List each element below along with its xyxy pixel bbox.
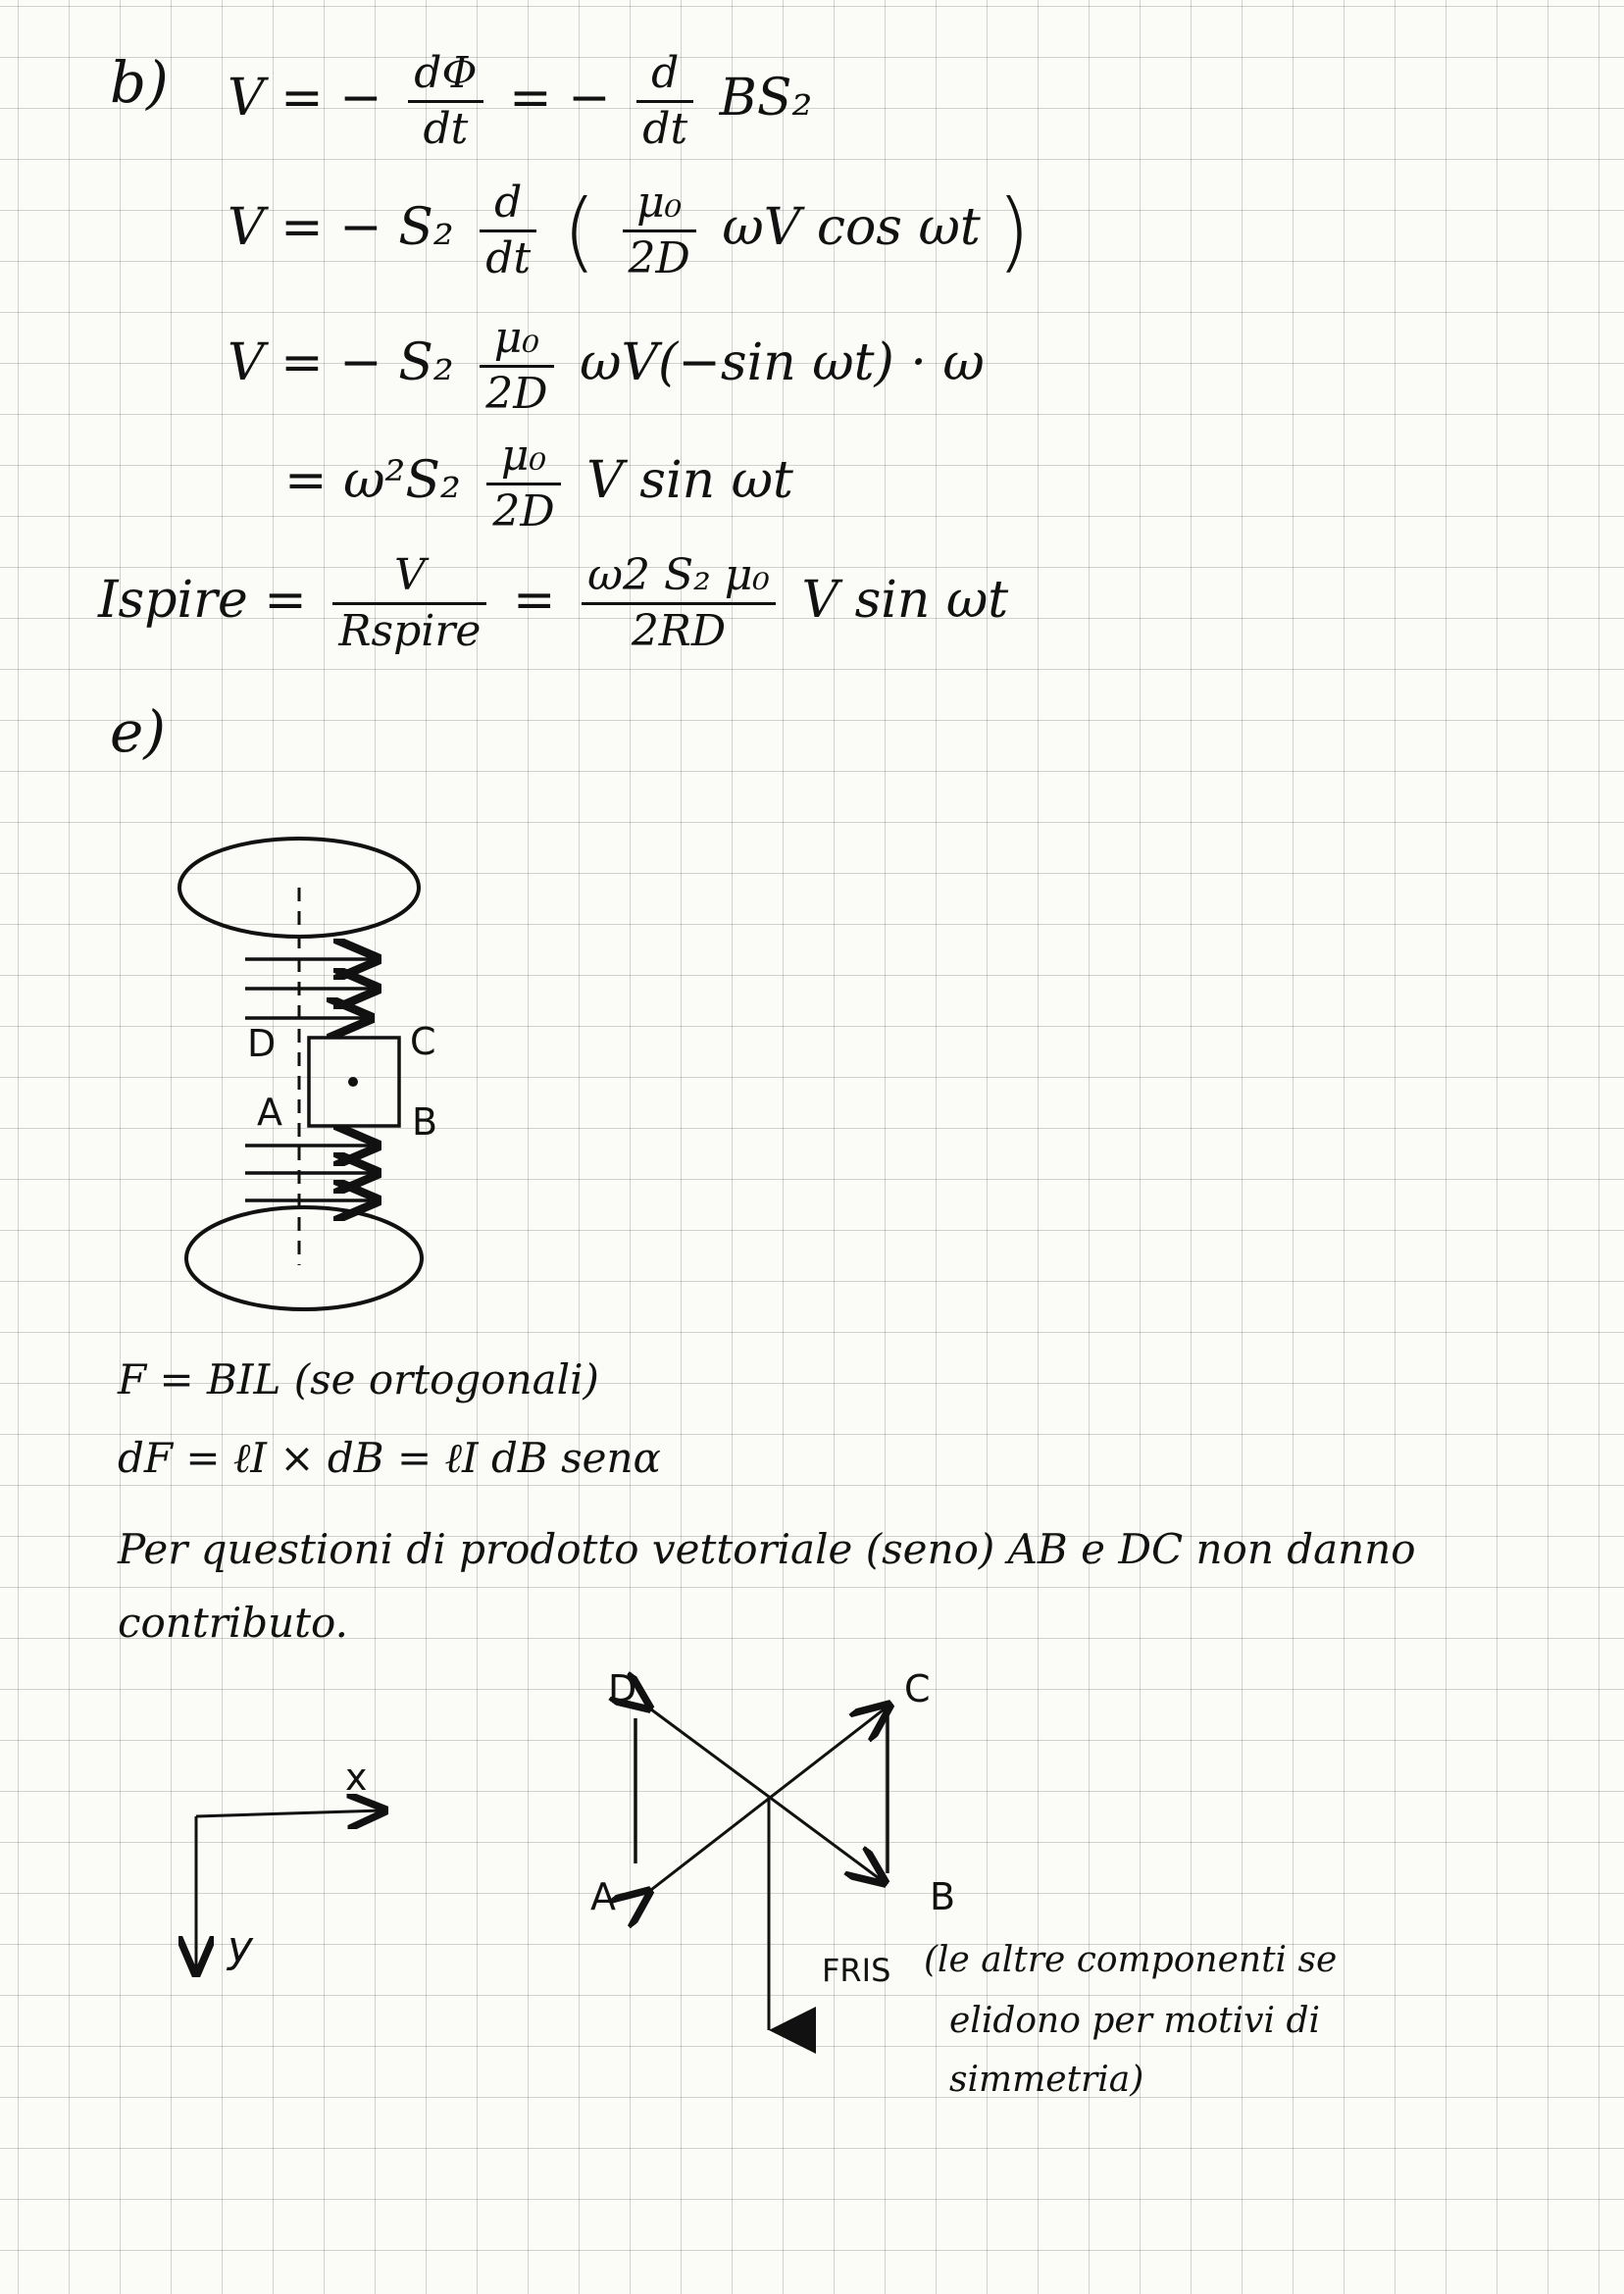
eq2-f2-den: 2D xyxy=(628,233,690,283)
eq1-f1-num: dΦ xyxy=(408,47,482,103)
axis-label-y: y xyxy=(228,1922,254,1972)
eq3-f-den: 2D xyxy=(485,369,548,419)
eq5-f1-num: V xyxy=(332,549,486,605)
eq1-f2-num: d xyxy=(636,47,693,103)
eq2-close-paren: ) xyxy=(996,180,1031,281)
eq3-lhs: V = − S₂ xyxy=(228,333,454,392)
eq5-rhs: V sin ωt xyxy=(801,571,1009,630)
eq2-f1-num: d xyxy=(480,177,536,232)
eq1-lhs: V = − xyxy=(228,69,382,127)
eq1-f2-den: dt xyxy=(642,104,688,154)
eq5-f2-num: ω2 S₂ μ₀ xyxy=(582,549,776,605)
eq5-f1-den: Rspire xyxy=(338,606,482,656)
eq1-rhs: BS₂ xyxy=(719,69,813,127)
diagram1-label-B: B xyxy=(412,1100,438,1144)
axis-label-x: x xyxy=(345,1756,368,1799)
eq2-lhs: V = − S₂ xyxy=(228,198,454,257)
symmetry-note-line-1: (le altre componenti se xyxy=(924,1940,1338,1980)
eq1-f1-den: dt xyxy=(423,104,469,154)
diagram1-label-A: A xyxy=(257,1091,282,1134)
eq5-mid: = xyxy=(512,571,556,630)
coordinate-axes xyxy=(196,1810,382,1971)
diagram2-label-A: A xyxy=(590,1875,616,1918)
symmetry-note-line-3: simmetria) xyxy=(949,2060,1144,2100)
explanation-line-1: Per questioni di prodotto vettoriale (seno) AB e DC non danno xyxy=(118,1525,1416,1573)
dF-equation: dF = ℓI × dB = ℓI dB senα xyxy=(118,1434,661,1482)
eq2-open-paren: ( xyxy=(562,180,597,281)
eq1-mid: = − xyxy=(509,69,611,127)
diagram1-label-D: D xyxy=(247,1022,277,1065)
section-b-label: b) xyxy=(110,49,169,116)
diagram2-label-D: D xyxy=(608,1667,637,1710)
resultant-force-label: FRIS xyxy=(822,1952,891,1989)
eq2-f2-num: μ₀ xyxy=(623,177,696,232)
eq5-f2-den: 2RD xyxy=(631,606,727,656)
force-equation: F = BIL (se ortogonali) xyxy=(118,1355,599,1403)
eq5-lhs: Ispire = xyxy=(98,571,307,630)
section-e-label: e) xyxy=(110,698,166,765)
diagram2-label-B: B xyxy=(930,1875,956,1918)
eq4-lhs: = ω²S₂ xyxy=(284,451,461,510)
eq2-f1-den: dt xyxy=(485,233,532,283)
symmetry-note-line-2: elidono per motivi di xyxy=(949,2001,1320,2041)
eq4-rhs: V sin ωt xyxy=(586,451,793,510)
explanation-line-2: contributo. xyxy=(118,1599,348,1647)
eq3-rhs: ωV(−sin ωt) · ω xyxy=(580,333,985,392)
eq2-rhs: ωV cos ωt xyxy=(722,198,981,257)
diagram1-label-C: C xyxy=(410,1020,436,1063)
eq3-f-num: μ₀ xyxy=(480,312,553,368)
diagram2-label-C: C xyxy=(904,1667,931,1710)
eq4-f-den: 2D xyxy=(492,486,555,536)
eq4-f-num: μ₀ xyxy=(486,430,560,485)
